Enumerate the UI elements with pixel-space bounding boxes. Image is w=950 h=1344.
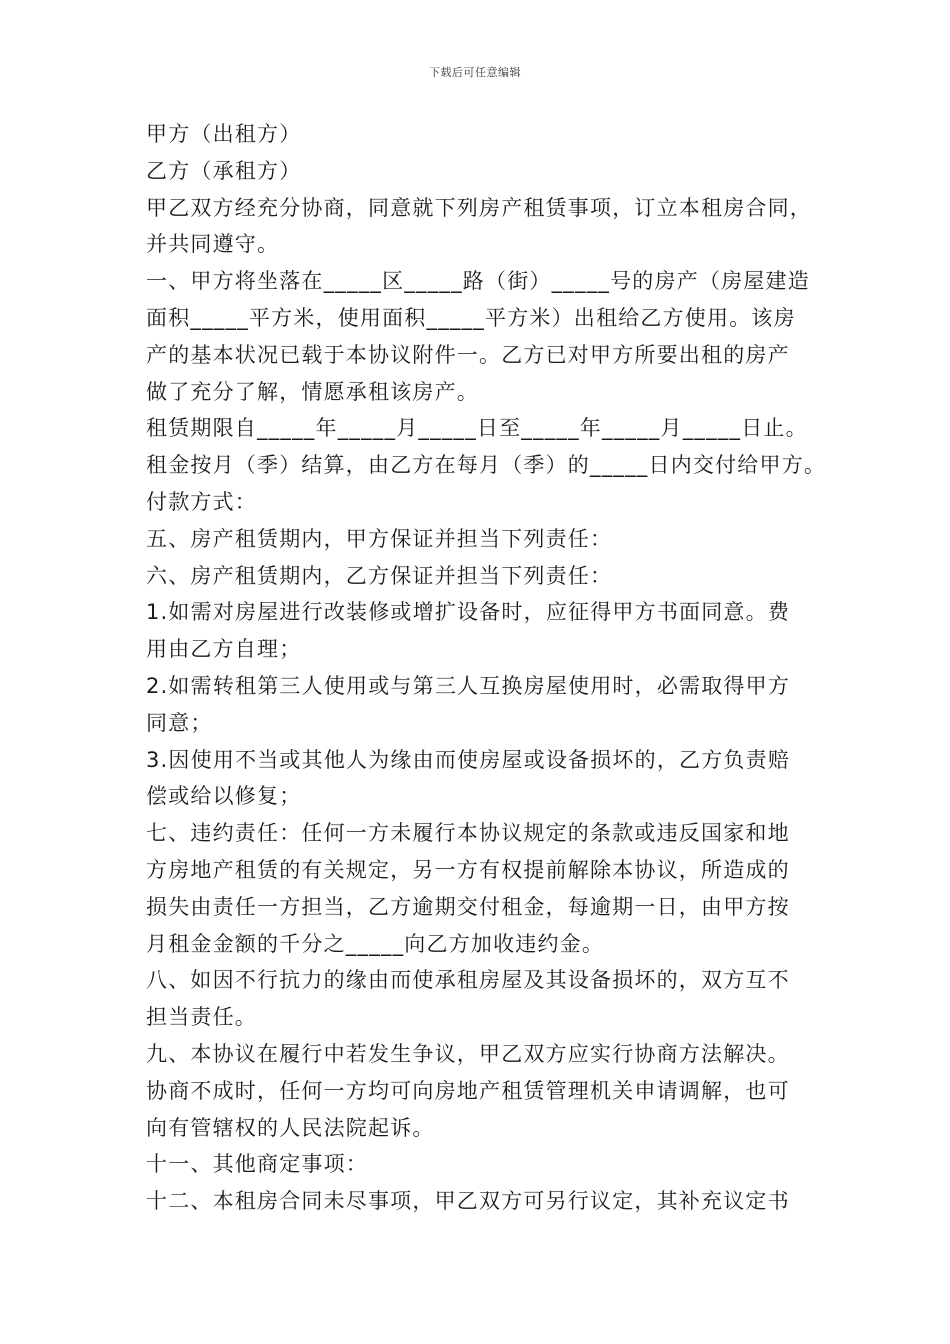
text-line: 面积_____平方米，使用面积_____平方米）出租给乙方使用。该房 (146, 305, 796, 330)
text-line: 乙方（承租方） (146, 158, 302, 183)
text-line: 担当责任。 (146, 1005, 257, 1030)
text-line: 租金按月（季）结算，由乙方在每月（季）的_____日内交付给甲方。 (146, 453, 827, 478)
text-line: 向有管辖权的人民法院起诉。 (146, 1115, 435, 1140)
text-line: 方房地产租赁的有关规定，另一方有权提前解除本协议，所造成的 (146, 857, 790, 882)
text-line: 偿或给以修复； (146, 784, 302, 809)
text-line: 付款方式： (146, 489, 257, 514)
text-line: 产的基本状况已载于本协议附件一。乙方已对甲方所要出租的房产 (146, 342, 790, 367)
text-line: 损失由责任一方担当，乙方逾期交付租金，每逾期一日，由甲方按 (146, 894, 790, 919)
text-line: 用由乙方自理； (146, 637, 302, 662)
text-line: 九、本协议在履行中若发生争议，甲乙双方应实行协商方法解决。 (146, 1041, 790, 1066)
text-line: 租赁期限自_____年_____月_____日至_____年_____月_____日止。 (146, 416, 808, 441)
text-line: 八、如因不行抗力的缘由而使承租房屋及其设备损坏的，双方互不 (146, 968, 790, 993)
text-line: 七、违约责任：任何一方未履行本协议规定的条款或违反国家和地 (146, 821, 790, 846)
text-line: 五、房产租赁期内，甲方保证并担当下列责任： (146, 526, 613, 551)
text-line: 3.因使用不当或其他人为缘由而使房屋或设备损坏的，乙方负责赔 (146, 747, 791, 772)
text-line: 做了充分了解，情愿承租该房产。 (146, 379, 479, 404)
text-line: 十一、其他商定事项： (146, 1152, 368, 1177)
text-line: 月租金金额的千分之_____向乙方加收违约金。 (146, 931, 605, 956)
text-line: 同意； (146, 710, 213, 735)
text-line: 1.如需对房屋进行改装修或增扩设备时，应征得甲方书面同意。费 (146, 600, 791, 625)
text-line: 一、甲方将坐落在_____区_____路（街）_____号的房产（房屋建造 (146, 269, 810, 294)
text-line: 六、房产租赁期内，乙方保证并担当下列责任： (146, 563, 613, 588)
contract-body (146, 116, 836, 1220)
text-line: 十二、本租房合同未尽事项，甲乙双方可另行议定，其补充议定书 (146, 1189, 790, 1214)
text-line: 并共同遵守。 (146, 232, 280, 257)
text-line: 2.如需转租第三人使用或与第三人互换房屋使用时，必需取得甲方 (146, 673, 791, 698)
text-line: 甲乙双方经充分协商，同意就下列房产租赁事项，订立本租房合同， (146, 195, 812, 220)
page-header: 下载后可任意编辑 (429, 66, 521, 79)
text-line: 甲方（出租方） (146, 122, 302, 146)
text-line: 协商不成时，任何一方均可向房地产租赁管理机关申请调解，也可 (146, 1078, 790, 1103)
